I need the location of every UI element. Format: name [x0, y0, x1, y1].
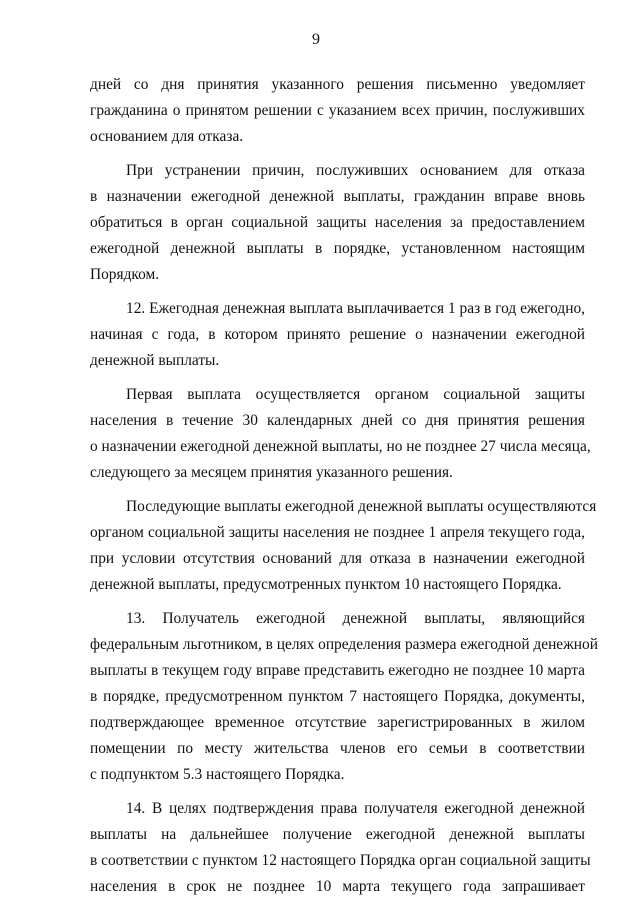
text-line: подтверждающее временное отсутствие зарегистрированных в жилом	[90, 714, 585, 731]
paragraph	[90, 158, 585, 288]
text-line: органом социальной защиты населения не позднее 1 апреля текущего года,	[90, 524, 585, 541]
text-line: 14. В целях подтверждения права получателя ежегодной денежной	[126, 800, 585, 817]
text-line: в порядке, предусмотренном пунктом 7 настоящего Порядка, документы,	[90, 688, 585, 705]
text-line: гражданина о принятом решении с указанием всех причин, послуживших	[90, 102, 585, 119]
text-line: Первая выплата осуществляется органом социальной защиты	[126, 386, 585, 403]
text-line: помещении по месту жительства членов его семьи в соответствии	[90, 740, 585, 757]
text-line: 12. Ежегодная денежная выплата выплачивается 1 раз в год ежегодно,	[126, 300, 585, 317]
text-line: денежной выплаты.	[90, 352, 220, 369]
paragraph	[90, 382, 591, 486]
text-line: При устранении причин, послуживших основанием для отказа	[126, 162, 585, 179]
text-line: основанием для отказа.	[90, 128, 244, 145]
paragraph	[90, 606, 598, 788]
text-line: Порядком.	[90, 266, 160, 283]
text-line: с подпунктом 5.3 настоящего Порядка.	[90, 766, 345, 783]
text-line: населения в срок не позднее 10 марта текущего года запрашивает	[90, 878, 585, 895]
text-line: выплаты на дальнейшее получение ежегодной денежной выплаты	[90, 826, 585, 843]
text-line: Последующие выплаты ежегодной денежной выплаты осуществляются	[126, 498, 597, 515]
text-line: в соответствии с пунктом 12 настоящего Порядка орган социальной защиты	[90, 852, 591, 869]
document-body	[90, 72, 598, 908]
text-line: начиная с года, в котором принято решение о назначении ежегодной	[90, 326, 585, 343]
text-line: ежегодной денежной выплаты в порядке, установленном настоящим	[90, 240, 585, 257]
text-line: обратиться в орган социальной защиты населения за предоставлением	[90, 214, 585, 231]
text-line: федеральным льготником, в целях определения размера ежегодной денежной	[90, 636, 598, 653]
paragraph	[90, 494, 597, 598]
text-line: дней со дня принятия указанного решения письменно уведомляет	[90, 76, 585, 93]
text-line: в назначении ежегодной денежной выплаты, гражданин вправе вновь	[90, 188, 585, 205]
text-line: выплаты в текущем году вправе представить ежегодно не позднее 10 марта	[90, 662, 585, 679]
paragraph	[90, 796, 591, 900]
text-line: денежной выплаты, предусмотренных пунктом 10 настоящего Порядка.	[90, 576, 562, 593]
text-line: следующего за месяцем принятия указанного решения.	[90, 464, 453, 481]
text-line: 13. Получатель ежегодной денежной выплаты, являющийся	[126, 610, 585, 627]
page-number: 9	[312, 31, 320, 48]
text-line: о назначении ежегодной денежной выплаты, но не позднее 27 числа месяца,	[90, 438, 591, 455]
paragraph	[90, 72, 585, 150]
paragraph	[90, 296, 585, 374]
text-line: населения в течение 30 календарных дней со дня принятия решения	[90, 412, 585, 429]
text-line: при условии отсутствия оснований для отказа в назначении ежегодной	[90, 550, 585, 567]
